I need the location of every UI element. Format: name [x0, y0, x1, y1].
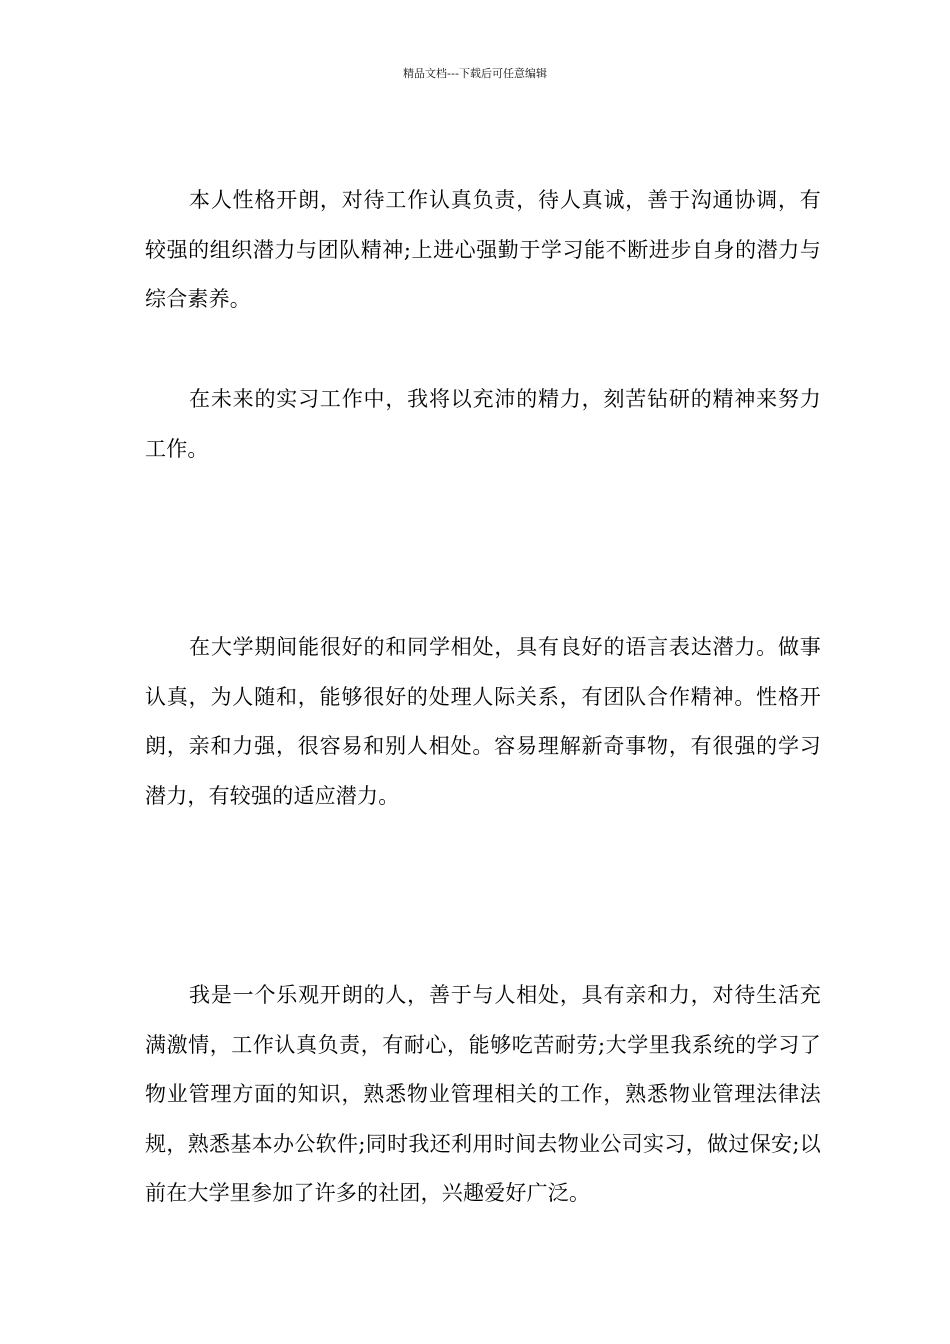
page-header: 精品文档---下载后可任意编辑 [403, 67, 547, 80]
paragraph-university-life: 在大学期间能很好的和同学相处，具有良好的语言表达潜力。做事认真，为人随和，能够很好的处理人际关系，有团队合作精神。性格开朗，亲和力强，很容易和别人相处。容易理解新奇事物，有很强的学习潜力，有较强的适应潜力。 [145, 635, 821, 808]
paragraph-internship-commitment: 在未来的实习工作中，我将以充沛的精力，刻苦钻研的精神来努力工作。 [145, 387, 821, 461]
paragraph-personality: 本人性格开朗，对待工作认真负责，待人真诚，善于沟通协调，有较强的组织潜力与团队精神;上进心强勤于学习能不断进步自身的潜力与综合素养。 [145, 188, 821, 311]
paragraph-self-introduction: 我是一个乐观开朗的人，善于与人相处，具有亲和力，对待生活充满激情，工作认真负责，有耐心，能够吃苦耐劳;大学里我系统的学习了物业管理方面的知识，熟悉物业管理相关的工作，熟悉物业管理法律法规，熟悉基本办公软件;同时我还利用时间去物业公司实习，做过保安;以前在大学里参加了许多的社团，兴趣爱好广泛。 [145, 983, 821, 1205]
